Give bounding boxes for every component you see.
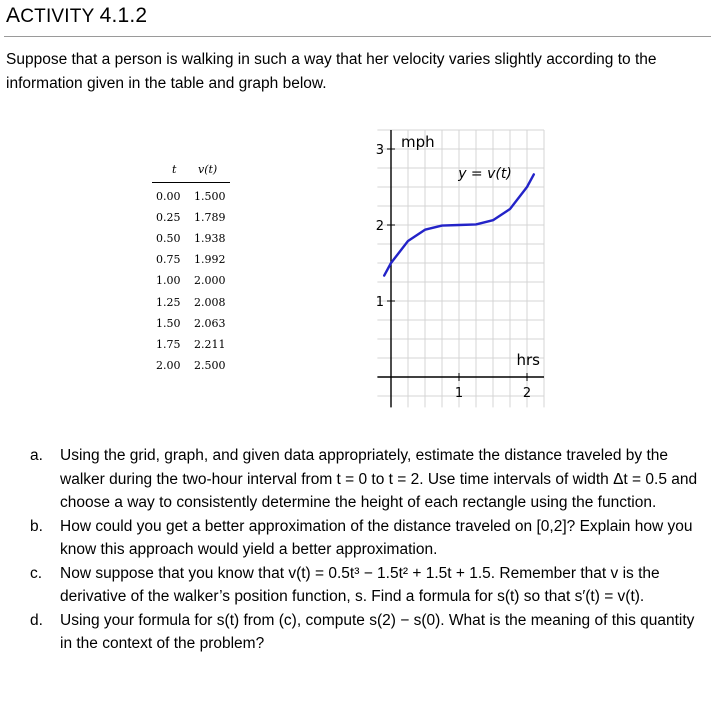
title-number: 4.1.2 xyxy=(99,4,148,27)
y-axis-label: mph xyxy=(401,133,435,151)
table-cell-t: 0.50 xyxy=(156,232,181,246)
table-cell-v: 2.008 xyxy=(194,295,226,309)
question-b xyxy=(30,515,708,562)
x-tick-label: 2 xyxy=(522,386,532,401)
table-cell-t: 0.00 xyxy=(156,190,181,203)
table-header xyxy=(152,160,230,183)
table-cell-v: 1.992 xyxy=(194,253,226,267)
question-label: a. xyxy=(30,447,43,464)
table-cell-t: 1.25 xyxy=(156,295,181,309)
curve-label: y = v(t) xyxy=(458,166,512,182)
table-cell-v: 1.789 xyxy=(194,211,226,225)
question-text: How could you get a better approximation of the distance traveled on [0,2]? Explain how you know this approach would yield a better approximation. xyxy=(60,517,693,558)
question-text: Using the grid, graph, and given data appropriately, estimate the distance traveled by the walker during the two-hour interval from t = 0 to t = 2. Use time intervals of width Δt = 0.5 and choose a way to consistently determine the height of each rectangle using the function. xyxy=(60,447,698,511)
question-a xyxy=(30,444,708,515)
activity-title xyxy=(6,4,147,28)
table-cell-t: 2.00 xyxy=(156,358,181,372)
table-cell-t: 1.00 xyxy=(156,274,181,288)
x-axis-label: hrs xyxy=(516,351,540,369)
table-cell-t: 0.75 xyxy=(156,253,181,267)
title-smallcaps: CTIVITY xyxy=(20,6,95,27)
intro-paragraph: Suppose that a person is walking in such a way that her velocity varies slightly according to the information given in the table and graph below. xyxy=(6,51,657,92)
column-header-t: t xyxy=(172,163,177,176)
question-c xyxy=(30,562,708,609)
question-text: Using your formula for s(t) from (c), compute s(2) − s(0). What is the meaning of this quantity in the context of the problem? xyxy=(60,611,695,652)
column-header-v: v(t) xyxy=(198,163,218,176)
table-cell-v: 2.211 xyxy=(194,337,226,351)
y-tick-label: 2 xyxy=(375,219,384,234)
table-cell-v: 2.500 xyxy=(194,358,226,372)
y-tick-label: 1 xyxy=(375,295,384,310)
question-text: Now suppose that you know that v(t) = 0.5t³ − 1.5t² + 1.5t + 1.5. Remember that v is the derivative of the walker’s position function, s. Find a formula for s(t) so that s′(t) = v(t). xyxy=(60,564,660,605)
title-divider xyxy=(4,36,711,37)
velocity-graph xyxy=(350,118,575,418)
table-cell-t: 1.50 xyxy=(156,316,181,330)
question-label: d. xyxy=(30,611,43,629)
question-label: b. xyxy=(30,517,43,535)
y-tick-label: 3 xyxy=(375,143,384,158)
table-cell-t: 0.25 xyxy=(156,211,181,225)
table-cell-v: 1.938 xyxy=(194,232,226,246)
x-tick-label: 1 xyxy=(454,386,464,401)
table-cell-v: 2.063 xyxy=(194,316,226,330)
question-list xyxy=(30,444,708,656)
table-cell-v: 2.000 xyxy=(194,274,226,288)
title-initial: A xyxy=(6,4,21,27)
table-cell-v: 1.500 xyxy=(194,190,226,203)
question-label: c. xyxy=(30,564,43,582)
question-d xyxy=(30,609,708,656)
table-cell-t: 1.75 xyxy=(156,337,181,351)
chart-svg xyxy=(350,118,575,418)
